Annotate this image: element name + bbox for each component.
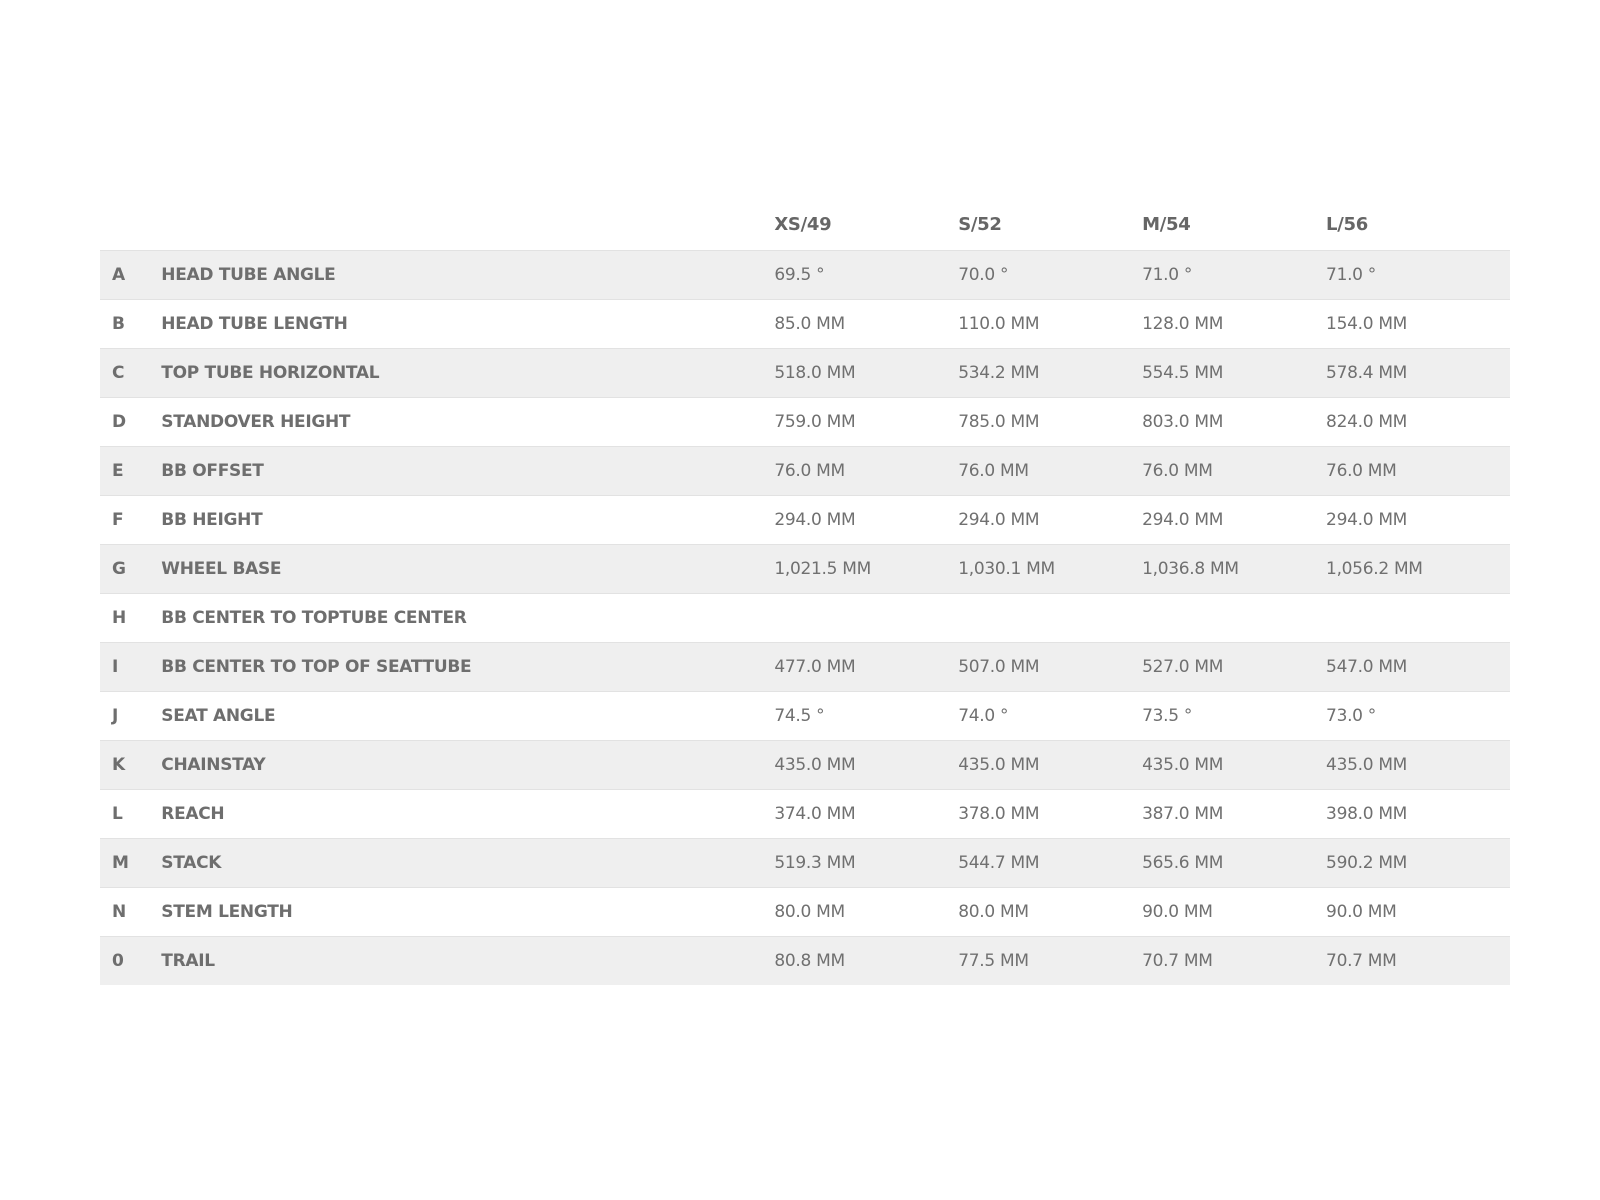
table-row xyxy=(100,348,1510,397)
table-row xyxy=(100,250,1510,299)
value-cell-l: 73.0 ° xyxy=(1326,705,1377,726)
geometry-table-body xyxy=(100,250,1510,985)
row-measurement-name: STEM LENGTH xyxy=(161,901,293,922)
value-cell-m: 527.0 MM xyxy=(1142,656,1224,677)
row-measurement-name: BB OFFSET xyxy=(161,460,264,481)
value-cell-s: 507.0 MM xyxy=(958,656,1040,677)
value-cell-xs xyxy=(774,593,958,642)
value-cell-l: 547.0 MM xyxy=(1326,656,1408,677)
row-letter: I xyxy=(112,656,119,677)
table-row xyxy=(100,838,1510,887)
value-cell-xs: 69.5 ° xyxy=(774,264,825,285)
value-cell-s: 534.2 MM xyxy=(958,362,1040,383)
value-cell-l: 154.0 MM xyxy=(1326,313,1408,334)
value-cell-l: 435.0 MM xyxy=(1326,754,1408,775)
value-cell-s: 77.5 MM xyxy=(958,950,1029,971)
row-measurement-name: STANDOVER HEIGHT xyxy=(161,411,351,432)
row-letter: L xyxy=(112,803,123,824)
table-row xyxy=(100,544,1510,593)
row-letter: F xyxy=(112,509,124,530)
value-cell-xs: 518.0 MM xyxy=(774,362,856,383)
value-cell-l: 76.0 MM xyxy=(1326,460,1397,481)
value-cell-m: 554.5 MM xyxy=(1142,362,1224,383)
value-cell-s: 544.7 MM xyxy=(958,852,1040,873)
value-cell-s: 70.0 ° xyxy=(958,264,1009,285)
row-measurement-name: HEAD TUBE ANGLE xyxy=(161,264,336,285)
value-cell-xs: 519.3 MM xyxy=(774,852,856,873)
row-letter: E xyxy=(112,460,124,481)
size-header-m: M/54 xyxy=(1142,214,1191,236)
value-cell-s: 785.0 MM xyxy=(958,411,1040,432)
value-cell-s: 74.0 ° xyxy=(958,705,1009,726)
value-cell-m: 71.0 ° xyxy=(1142,264,1193,285)
value-cell-m: 90.0 MM xyxy=(1142,901,1213,922)
value-cell-m: 294.0 MM xyxy=(1142,509,1224,530)
size-header-xs: XS/49 xyxy=(774,214,832,236)
size-header-s: S/52 xyxy=(958,214,1002,236)
row-measurement-name: WHEEL BASE xyxy=(161,558,282,579)
value-cell-m: 565.6 MM xyxy=(1142,852,1224,873)
value-cell-s: 76.0 MM xyxy=(958,460,1029,481)
value-cell-l: 1,056.2 MM xyxy=(1326,558,1423,579)
value-cell-xs: 294.0 MM xyxy=(774,509,856,530)
value-cell-m xyxy=(1142,593,1326,642)
header-name-cell xyxy=(161,200,774,250)
value-cell-m: 73.5 ° xyxy=(1142,705,1193,726)
table-row xyxy=(100,936,1510,985)
row-letter: D xyxy=(112,411,127,432)
value-cell-xs: 76.0 MM xyxy=(774,460,845,481)
value-cell-l: 824.0 MM xyxy=(1326,411,1408,432)
value-cell-m: 70.7 MM xyxy=(1142,950,1213,971)
row-measurement-name: HEAD TUBE LENGTH xyxy=(161,313,348,334)
geometry-table-header xyxy=(100,200,1510,250)
table-row xyxy=(100,642,1510,691)
table-row xyxy=(100,299,1510,348)
value-cell-l: 590.2 MM xyxy=(1326,852,1408,873)
value-cell-l: 578.4 MM xyxy=(1326,362,1408,383)
value-cell-s: 1,030.1 MM xyxy=(958,558,1055,579)
table-row xyxy=(100,397,1510,446)
row-letter: N xyxy=(112,901,127,922)
geometry-table xyxy=(100,200,1510,985)
row-letter: J xyxy=(112,705,119,726)
row-measurement-name: BB HEIGHT xyxy=(161,509,263,530)
value-cell-s: 294.0 MM xyxy=(958,509,1040,530)
value-cell-s xyxy=(958,593,1142,642)
value-cell-m: 1,036.8 MM xyxy=(1142,558,1239,579)
value-cell-s: 110.0 MM xyxy=(958,313,1040,334)
row-letter: A xyxy=(112,264,126,285)
value-cell-xs: 85.0 MM xyxy=(774,313,845,334)
row-measurement-name: REACH xyxy=(161,803,225,824)
row-measurement-name: CHAINSTAY xyxy=(161,754,266,775)
row-letter: M xyxy=(112,852,129,873)
value-cell-l: 70.7 MM xyxy=(1326,950,1397,971)
value-cell-m: 387.0 MM xyxy=(1142,803,1224,824)
value-cell-xs: 1,021.5 MM xyxy=(774,558,871,579)
table-row xyxy=(100,789,1510,838)
value-cell-xs: 759.0 MM xyxy=(774,411,856,432)
row-measurement-name: STACK xyxy=(161,852,222,873)
row-letter: B xyxy=(112,313,125,334)
table-row xyxy=(100,446,1510,495)
size-header-l: L/56 xyxy=(1326,214,1368,236)
value-cell-m: 435.0 MM xyxy=(1142,754,1224,775)
row-letter: K xyxy=(112,754,126,775)
table-row xyxy=(100,495,1510,544)
value-cell-l: 90.0 MM xyxy=(1326,901,1397,922)
header-letter-cell xyxy=(100,200,161,250)
value-cell-l: 398.0 MM xyxy=(1326,803,1408,824)
row-measurement-name: TOP TUBE HORIZONTAL xyxy=(161,362,380,383)
value-cell-xs: 74.5 ° xyxy=(774,705,825,726)
value-cell-xs: 435.0 MM xyxy=(774,754,856,775)
table-row xyxy=(100,887,1510,936)
value-cell-xs: 477.0 MM xyxy=(774,656,856,677)
table-row xyxy=(100,691,1510,740)
row-measurement-name: BB CENTER TO TOPTUBE CENTER xyxy=(161,607,467,628)
value-cell-s: 378.0 MM xyxy=(958,803,1040,824)
row-letter: G xyxy=(112,558,126,579)
value-cell-m: 803.0 MM xyxy=(1142,411,1224,432)
value-cell-s: 435.0 MM xyxy=(958,754,1040,775)
row-measurement-name: TRAIL xyxy=(161,950,215,971)
value-cell-xs: 80.0 MM xyxy=(774,901,845,922)
row-letter: C xyxy=(112,362,125,383)
table-row xyxy=(100,740,1510,789)
value-cell-s: 80.0 MM xyxy=(958,901,1029,922)
value-cell-l xyxy=(1326,593,1510,642)
row-measurement-name: SEAT ANGLE xyxy=(161,705,276,726)
header-row xyxy=(100,200,1510,250)
value-cell-l: 71.0 ° xyxy=(1326,264,1377,285)
value-cell-m: 76.0 MM xyxy=(1142,460,1213,481)
table-row xyxy=(100,593,1510,642)
value-cell-xs: 374.0 MM xyxy=(774,803,856,824)
value-cell-m: 128.0 MM xyxy=(1142,313,1224,334)
row-letter: H xyxy=(112,607,127,628)
row-measurement-name: BB CENTER TO TOP OF SEATTUBE xyxy=(161,656,472,677)
row-letter: 0 xyxy=(112,950,124,971)
value-cell-l: 294.0 MM xyxy=(1326,509,1408,530)
value-cell-xs: 80.8 MM xyxy=(774,950,845,971)
